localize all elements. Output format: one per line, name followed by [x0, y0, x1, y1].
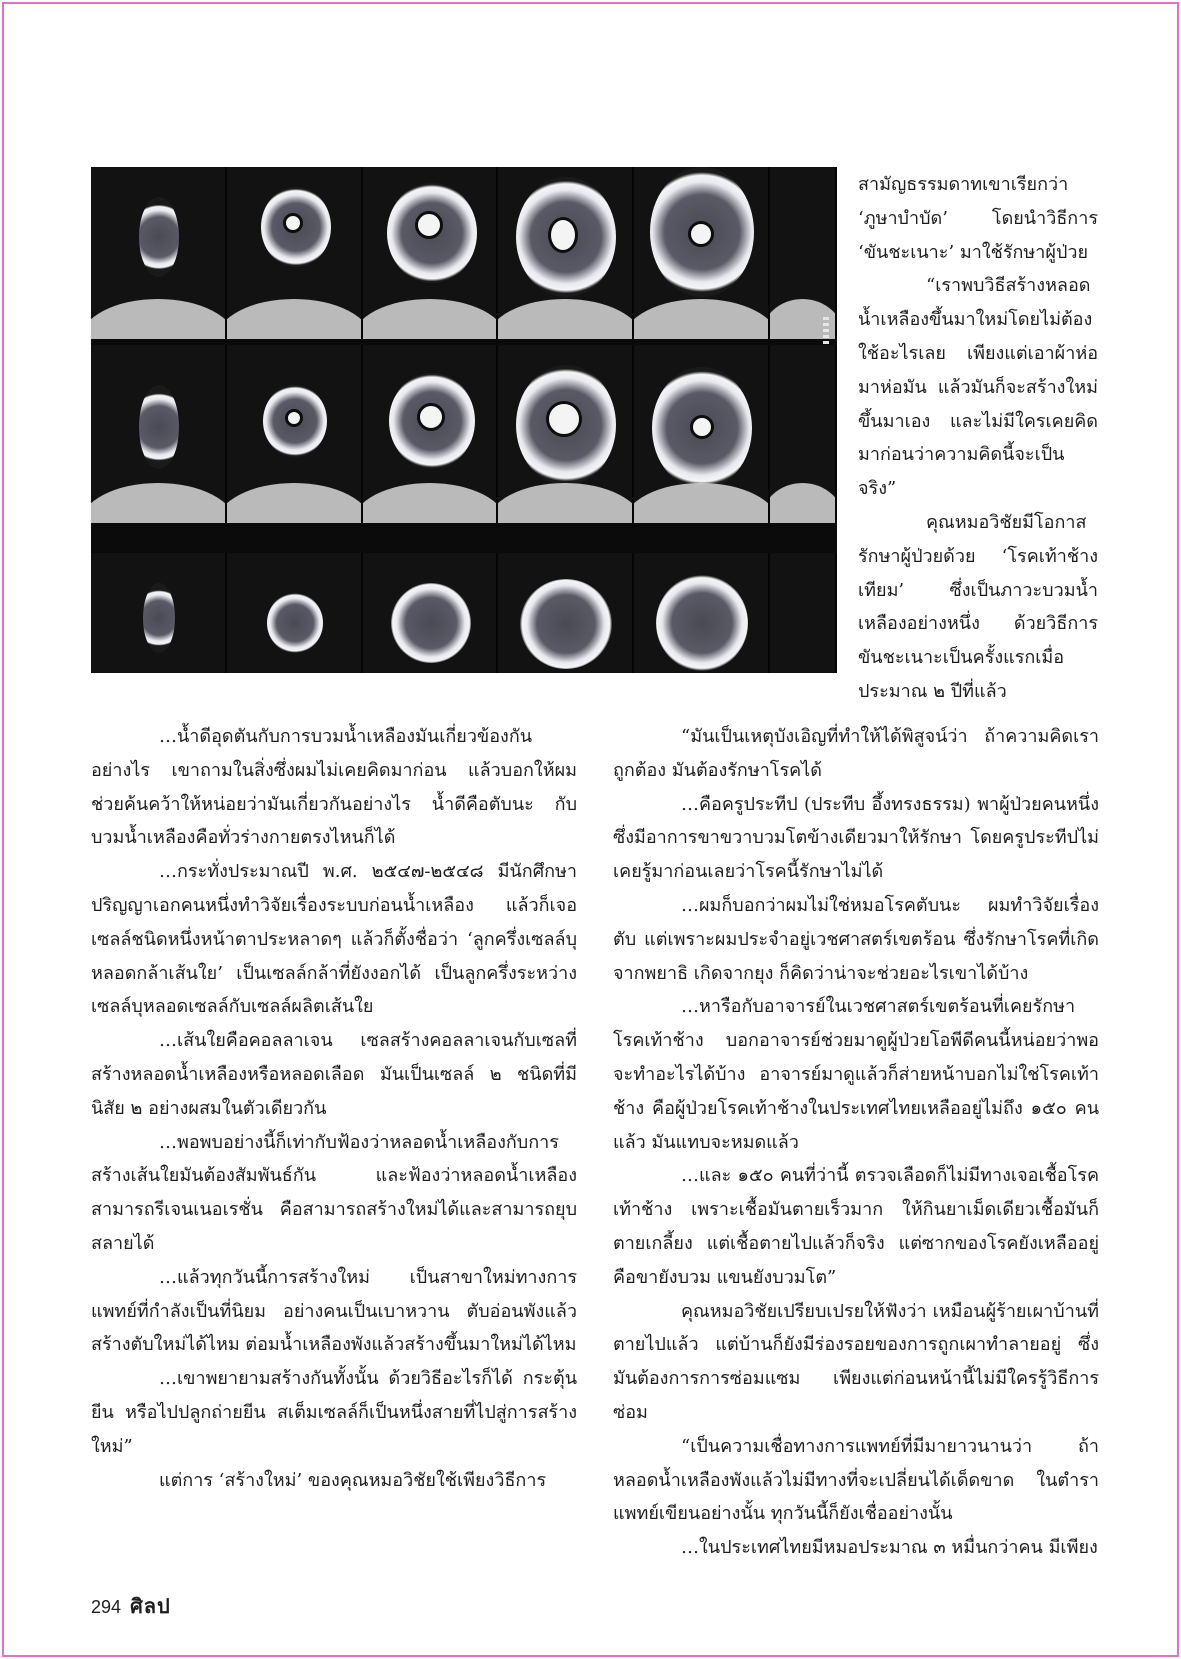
- mri-slice: [227, 345, 363, 523]
- mri-slice: [363, 167, 499, 339]
- mri-slice: [227, 553, 363, 673]
- right-column: [613, 720, 1099, 1565]
- mri-scan-figure: [91, 167, 837, 673]
- paragraph: แต่การ ‘สร้างใหม่’ ของคุณหมอวิชัยใช้เพียงวิธีการ: [159, 1469, 547, 1491]
- paragraph: คุณหมอวิชัยมีโอกาสรักษาผู้ป่วยด้วย ‘โรคเท้าช้างเทียม’ ซึ่งเป็นภาวะบวมน้ำเหลืองอย่างหนึ่ง ด้วยวิธีการขันชะเนาะเป็นครั้งแรกเมื่อประมาณ ๒ ปีที่แล้ว: [858, 511, 1098, 702]
- paragraph: …เขาพยายามสร้างกันทั้งนั้น ด้วยวิธีอะไรก็ได้ กระตุ้นยีน หรือไปปลูกถ่ายยีน สเต็มเซลล์ก็เป็นหนึ่งสายที่ไปสู่การสร้างใหม่”: [91, 1368, 577, 1457]
- mri-slice: [770, 553, 837, 673]
- mri-row-3: [91, 553, 837, 673]
- mri-row-1: [91, 167, 837, 339]
- right-top-column: [858, 168, 1098, 709]
- paragraph: …คือครูประทีป (ประทีบ อึ้งทรงธรรม) พาผู้ป่วยคนหนึ่งซึ่งมีอาการขาขวาบวมโตข้างเดียวมาให้รักษา โดยครูประทีปไม่เคยรู้มาก่อนเลยว่าโรคนี้รักษาไม่ได้: [613, 793, 1099, 883]
- paragraph: …ในประเทศไทยมีหมอประมาณ ๓ หมื่นกว่าคน มีเพียง: [681, 1537, 1098, 1559]
- mri-slice: [498, 345, 634, 523]
- paragraph: “มันเป็นเหตุบังเอิญที่ทำให้ได้พิสูจน์ว่า ถ้าความคิดเราถูกต้อง มันต้องรักษาโรคได้: [613, 726, 1099, 781]
- paragraph: “เราพบวิธีสร้างหลอดน้ำเหลืองขึ้นมาใหม่โดยไม่ต้องใช้อะไรเลย เพียงแต่เอาผ้าห่อมาห่อมัน แล้วมันก็จะสร้างใหม่ขึ้นมาเอง และไม่มีใครเคยคิดมาก่อนว่าความคิดนี้จะเป็นจริง”: [858, 275, 1098, 500]
- mri-slice: [634, 167, 770, 339]
- mri-slice: [363, 553, 499, 673]
- paragraph: …ผมก็บอกว่าผมไม่ใช่หมอโรคตับนะ ผมทำวิจัยเรื่องตับ แต่เพราะผมประจำอยู่เวชศาสตร์เขตร้อน ซึ่งรักษาโรคที่เกิดจากพยาธิ เกิดจากยุง ก็คิดว่าน่าจะช่วยอะไรเขาได้บ้าง: [613, 894, 1099, 984]
- paragraph: …และ ๑๕๐ คนที่ว่านี้ ตรวจเลือดก็ไม่มีทางเจอเชื้อโรคเท้าช้าง เพราะเชื้อมันตายเร็วมาก ให้กินยาเม็ดเดียวเชื้อมันก็ตายเกลี้ยง แต่เชื้อตายไปแล้วก็จริง แต่ซากของโรคยังเหลืออยู่ คือขายังบวม แขนยังบวมโต”: [613, 1165, 1099, 1288]
- mri-slice: [770, 167, 837, 339]
- page-number: 294: [91, 1597, 122, 1617]
- paragraph: คุณหมอวิชัยเปรียบเปรยให้ฟังว่า เหมือนผู้ร้ายเผาบ้านที่ตายไปแล้ว แต่บ้านก็ยังมีร่องรอยของการถูกเผาทำลายอยู่ ซึ่งมันต้องการการซ่อมแซม เพียงแต่ก่อนหน้านี้ไม่มีใครรู้วิธีการซ่อม: [613, 1300, 1099, 1423]
- paragraph: …พอพบอย่างนี้ก็เท่ากับฟ้องว่าหลอดน้ำเหลืองกับการสร้างเส้นใยมันต้องสัมพันธ์กัน และฟ้องว่าหลอดน้ำเหลืองสามารถรีเจนเนอเรชั่น คือสามารถสร้างใหม่ได้และสามารถยุบสลายได้: [91, 1131, 577, 1254]
- page-footer: [91, 1590, 171, 1622]
- paragraph: …แล้วทุกวันนี้การสร้างใหม่ เป็นสาขาใหม่ทางการแพทย์ที่กำลังเป็นที่นิยม อย่างคนเป็นเบาหวาน ตับอ่อนพังแล้วสร้างตับใหม่ได้ไหม ต่อมน้ำเหลืองพังแล้วสร้างขึ้นมาใหม่ได้ไหม: [91, 1266, 577, 1356]
- mri-slice: [91, 167, 227, 339]
- mri-slice: [634, 345, 770, 523]
- mri-slice: [498, 553, 634, 673]
- mri-slice: [770, 345, 837, 523]
- mri-row-2: [91, 345, 837, 523]
- paragraph: …กระทั่งประมาณปี พ.ศ. ๒๕๔๗-๒๕๔๘ มีนักศึกษาปริญญาเอกคนหนึ่งทำวิจัยเรื่องระบบก่อนน้ำเหลือง แล้วก็เจอเซลล์ชนิดหนึ่งหน้าตาประหลาดๆ แล้วก็ตั้งชื่อว่า ‘ลูกครึ่งเซลล์บุหลอดกล้าเส้นใย’ เป็นเซลล์กล้าที่ยังงอกได้ เป็นลูกครึ่งระหว่างเซลล์บุหลอดเซลล์กับเซลล์ผลิตเส้นใย: [91, 861, 577, 1018]
- mri-slice: [363, 345, 499, 523]
- paragraph: …น้ำดีอุดตันกับการบวมน้ำเหลืองมันเกี่ยวข้องกันอย่างไร เขาถามในสิ่งซึ่งผมไม่เคยคิดมาก่อน แล้วบอกให้ผมช่วยค้นคว้าให้หน่อยว่ามันเกี่ยวกันอย่างไร น้ำดีคือตับนะ กับบวมน้ำเหลืองคือทั่วร่างกายตรงไหนก็ได้: [91, 726, 577, 849]
- mri-slice: [227, 167, 363, 339]
- mri-slice: [91, 553, 227, 673]
- mri-slice: [91, 345, 227, 523]
- scan-label-marks: [823, 317, 829, 347]
- mri-slice: [498, 167, 634, 339]
- paragraph: …หารือกับอาจารย์ในเวชศาสตร์เขตร้อนที่เคยรักษาโรคเท้าช้าง บอกอาจารย์ช่วยมาดูผู้ป่วยโอพีดีคนนี้หน่อยว่าพอจะทำอะไรได้บ้าง อาจารย์มาดูแล้วก็ส่ายหน้าบอกไม่ใช่โรคเท้าช้าง คือผู้ป่วยโรคเท้าช้างในประเทศไทยเหลืออยู่ไม่ถึง ๑๕๐ คนแล้ว มันแทบจะหมดแล้ว: [613, 996, 1099, 1153]
- paragraph: …เส้นใยคือคอลลาเจน เซลสร้างคอลลาเจนกับเซลที่สร้างหลอดน้ำเหลืองหรือหลอดเลือด มันเป็นเซลล์ ๒ ชนิดที่มีนิสัย ๒ อย่างผสมในตัวเดียวกัน: [91, 1030, 577, 1119]
- paragraph: สามัญธรรมดาทเขาเรียกว่า ‘ภูษาบำบัด’ โดยนำวิธีการ ‘ขันชะเนาะ’ มาใช้รักษาผู้ป่วย: [858, 174, 1098, 263]
- paragraph: “เป็นความเชื่อทางการแพทย์ที่มีมายาวนานว่า ถ้าหลอดน้ำเหลืองพังแล้วไม่มีทางที่จะเปลี่ยนได้เด็ดขาด ในตำราแพทย์เขียนอย่างนั้น ทุกวันนี้ก็ยังเชื่ออย่างนั้น: [613, 1435, 1099, 1525]
- left-column: [91, 720, 577, 1497]
- magazine-logo: ศิลป: [130, 1594, 171, 1618]
- mri-slice: [634, 553, 770, 673]
